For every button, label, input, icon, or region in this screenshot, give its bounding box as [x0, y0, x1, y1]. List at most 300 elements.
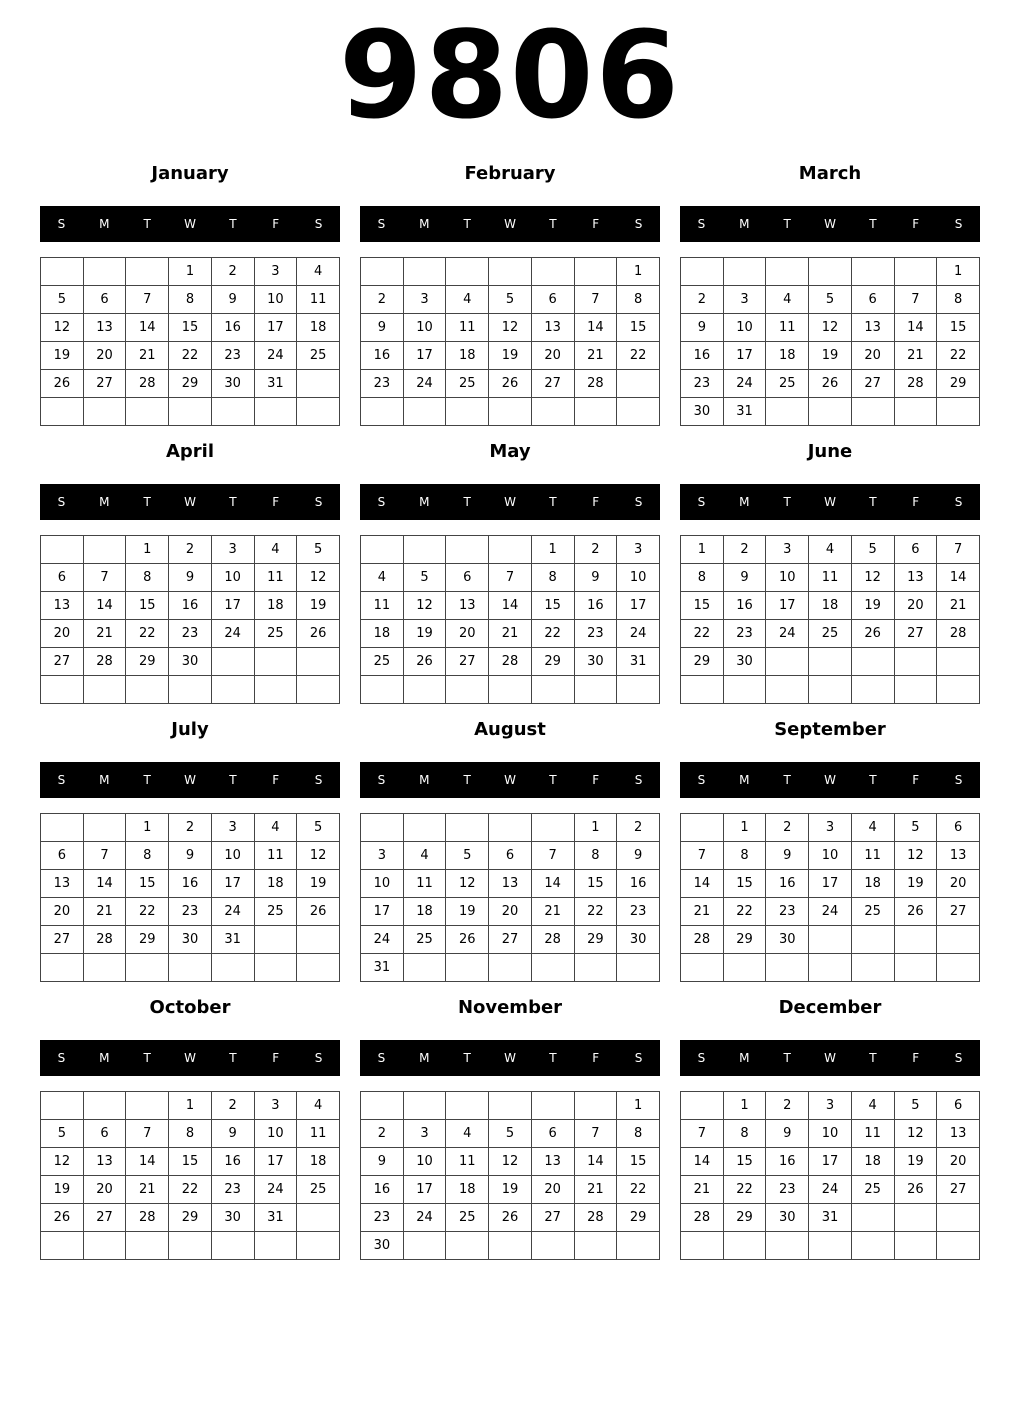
day-cell: 23: [766, 898, 809, 926]
day-cell: 13: [41, 870, 84, 898]
day-cell: 20: [937, 870, 980, 898]
day-cell: 26: [894, 1176, 937, 1204]
day-cell: [446, 676, 489, 704]
day-cell: 23: [361, 1204, 404, 1232]
day-cell: 14: [574, 314, 617, 342]
day-cell: 22: [169, 342, 212, 370]
day-grid: [40, 813, 340, 982]
day-cell: 30: [361, 1232, 404, 1260]
day-cell: 24: [211, 620, 254, 648]
week-row: [361, 536, 660, 564]
day-cell: [446, 398, 489, 426]
week-row: [41, 342, 340, 370]
month-october: [40, 994, 340, 1264]
day-cell: 2: [211, 1092, 254, 1120]
day-cell: 22: [617, 342, 660, 370]
day-cell: [403, 814, 446, 842]
day-cell: 8: [937, 286, 980, 314]
weekday-header: [40, 1040, 340, 1076]
day-cell: 16: [681, 342, 724, 370]
day-cell: 26: [809, 370, 852, 398]
day-cell: [531, 1092, 574, 1120]
week-row: [41, 814, 340, 842]
day-cell: 20: [83, 342, 126, 370]
day-cell: [809, 676, 852, 704]
day-cell: [851, 1232, 894, 1260]
weekday-label: T: [869, 495, 877, 509]
weekday-label: M: [99, 773, 110, 787]
day-cell: 21: [574, 1176, 617, 1204]
day-cell: 6: [83, 286, 126, 314]
week-row: [41, 1120, 340, 1148]
day-cell: 20: [489, 898, 532, 926]
day-cell: 20: [41, 620, 84, 648]
weekday-header: [680, 762, 980, 798]
day-cell: [574, 398, 617, 426]
day-cell: 13: [41, 592, 84, 620]
day-cell: 22: [531, 620, 574, 648]
weekday-label: S: [377, 217, 386, 231]
day-cell: [126, 954, 169, 982]
day-cell: 17: [361, 898, 404, 926]
day-cell: [894, 258, 937, 286]
day-cell: 27: [851, 370, 894, 398]
day-cell: [617, 954, 660, 982]
day-cell: 27: [41, 648, 84, 676]
weekday-label: T: [463, 495, 471, 509]
day-cell: [894, 648, 937, 676]
day-cell: [723, 1232, 766, 1260]
day-cell: [809, 258, 852, 286]
week-row: [361, 1232, 660, 1260]
day-cell: 12: [446, 870, 489, 898]
day-cell: 11: [361, 592, 404, 620]
day-cell: 2: [169, 536, 212, 564]
day-cell: 22: [169, 1176, 212, 1204]
month-november: [360, 994, 660, 1264]
day-cell: [83, 1092, 126, 1120]
week-row: [361, 898, 660, 926]
day-cell: [574, 1092, 617, 1120]
day-cell: 21: [681, 898, 724, 926]
day-cell: 27: [83, 370, 126, 398]
weekday-label: M: [419, 495, 430, 509]
weekday-header: [680, 206, 980, 242]
day-cell: 22: [681, 620, 724, 648]
day-cell: [446, 1092, 489, 1120]
week-row: [681, 342, 980, 370]
day-cell: 23: [574, 620, 617, 648]
day-cell: [681, 258, 724, 286]
day-cell: 28: [574, 370, 617, 398]
weekday-label: T: [783, 495, 791, 509]
day-cell: 21: [83, 620, 126, 648]
day-cell: 9: [723, 564, 766, 592]
day-cell: [851, 398, 894, 426]
day-cell: 13: [531, 314, 574, 342]
day-cell: 27: [41, 926, 84, 954]
day-cell: 6: [41, 842, 84, 870]
day-cell: [681, 954, 724, 982]
day-cell: 15: [617, 314, 660, 342]
day-cell: 9: [361, 1148, 404, 1176]
day-cell: 1: [126, 814, 169, 842]
day-cell: [574, 954, 617, 982]
day-cell: 15: [126, 870, 169, 898]
day-cell: 15: [723, 870, 766, 898]
day-cell: [169, 954, 212, 982]
day-cell: 12: [41, 314, 84, 342]
weekday-label: T: [143, 495, 151, 509]
day-cell: 8: [574, 842, 617, 870]
calendar-year-title: 9806: [339, 7, 681, 146]
day-cell: 5: [446, 842, 489, 870]
month-name: June: [807, 441, 853, 462]
day-cell: 16: [723, 592, 766, 620]
day-cell: 16: [574, 592, 617, 620]
day-cell: [169, 398, 212, 426]
day-cell: 21: [126, 342, 169, 370]
day-cell: [446, 954, 489, 982]
day-cell: 4: [254, 536, 297, 564]
weekday-label: M: [419, 773, 430, 787]
day-cell: 12: [489, 1148, 532, 1176]
day-cell: 29: [126, 648, 169, 676]
day-cell: [574, 676, 617, 704]
day-cell: 19: [894, 870, 937, 898]
day-cell: 11: [851, 842, 894, 870]
day-grid: [680, 535, 980, 704]
weekday-label: F: [912, 1051, 920, 1065]
week-row: [361, 286, 660, 314]
day-cell: 7: [489, 564, 532, 592]
day-cell: 11: [403, 870, 446, 898]
day-cell: [894, 926, 937, 954]
day-cell: [169, 1232, 212, 1260]
day-cell: 5: [489, 1120, 532, 1148]
day-cell: 22: [126, 898, 169, 926]
day-cell: 26: [297, 898, 340, 926]
day-cell: 10: [211, 842, 254, 870]
day-cell: 23: [169, 620, 212, 648]
month-name: August: [474, 719, 546, 740]
day-cell: 9: [169, 564, 212, 592]
day-cell: 24: [403, 370, 446, 398]
day-cell: 8: [617, 1120, 660, 1148]
day-cell: 4: [851, 814, 894, 842]
day-cell: [531, 676, 574, 704]
day-cell: 17: [254, 314, 297, 342]
week-row: [361, 314, 660, 342]
day-cell: 10: [723, 314, 766, 342]
day-cell: 31: [211, 926, 254, 954]
month-february: [360, 160, 660, 430]
day-cell: 21: [894, 342, 937, 370]
day-cell: [681, 1232, 724, 1260]
day-cell: [83, 954, 126, 982]
day-cell: 16: [766, 1148, 809, 1176]
day-cell: [446, 258, 489, 286]
week-row: [361, 1176, 660, 1204]
day-cell: [723, 676, 766, 704]
week-row: [681, 564, 980, 592]
week-row: [681, 814, 980, 842]
day-cell: [403, 1232, 446, 1260]
day-cell: 16: [766, 870, 809, 898]
week-row: [361, 1120, 660, 1148]
week-row: [361, 954, 660, 982]
week-row: [681, 1148, 980, 1176]
day-cell: 29: [617, 1204, 660, 1232]
day-cell: [254, 676, 297, 704]
day-cell: 20: [851, 342, 894, 370]
day-cell: [531, 258, 574, 286]
day-cell: [809, 398, 852, 426]
day-cell: 18: [254, 592, 297, 620]
day-cell: [489, 814, 532, 842]
week-row: [41, 1232, 340, 1260]
day-cell: [617, 370, 660, 398]
day-cell: 8: [169, 1120, 212, 1148]
day-cell: [446, 814, 489, 842]
day-cell: 20: [446, 620, 489, 648]
day-cell: 12: [297, 564, 340, 592]
day-cell: 21: [126, 1176, 169, 1204]
week-row: [41, 258, 340, 286]
week-row: [361, 592, 660, 620]
day-cell: [489, 536, 532, 564]
day-grid: [40, 535, 340, 704]
weekday-label: S: [314, 1051, 323, 1065]
month-december: [680, 994, 980, 1264]
weekday-label: M: [99, 217, 110, 231]
day-cell: [681, 676, 724, 704]
day-cell: 22: [937, 342, 980, 370]
day-cell: 2: [617, 814, 660, 842]
day-cell: 29: [531, 648, 574, 676]
day-cell: 17: [809, 1148, 852, 1176]
day-cell: 28: [574, 1204, 617, 1232]
weekday-label: S: [697, 495, 706, 509]
day-cell: 17: [254, 1148, 297, 1176]
day-cell: 25: [446, 1204, 489, 1232]
week-row: [41, 564, 340, 592]
weekday-label: T: [463, 1051, 471, 1065]
day-cell: 9: [617, 842, 660, 870]
day-cell: 17: [617, 592, 660, 620]
day-cell: [126, 398, 169, 426]
day-cell: [617, 1232, 660, 1260]
day-cell: [403, 954, 446, 982]
day-cell: [851, 258, 894, 286]
day-cell: [446, 1232, 489, 1260]
day-cell: [937, 676, 980, 704]
day-cell: [403, 536, 446, 564]
day-cell: 8: [531, 564, 574, 592]
week-row: [361, 1204, 660, 1232]
day-cell: 27: [937, 898, 980, 926]
day-cell: 13: [83, 1148, 126, 1176]
weekday-label: S: [314, 773, 323, 787]
weekday-label: T: [143, 773, 151, 787]
day-cell: 13: [83, 314, 126, 342]
day-cell: 4: [446, 286, 489, 314]
day-cell: 23: [723, 620, 766, 648]
day-cell: 24: [723, 370, 766, 398]
weekday-label: S: [634, 773, 643, 787]
month-name: January: [151, 163, 229, 184]
day-cell: 6: [937, 1092, 980, 1120]
day-cell: 16: [617, 870, 660, 898]
month-name: December: [778, 997, 882, 1018]
day-cell: [766, 648, 809, 676]
day-cell: [617, 398, 660, 426]
week-row: [41, 398, 340, 426]
day-cell: 11: [809, 564, 852, 592]
day-cell: 11: [851, 1120, 894, 1148]
day-cell: 2: [766, 814, 809, 842]
weekday-header: [40, 484, 340, 520]
weekday-label: T: [869, 773, 877, 787]
day-cell: 7: [574, 1120, 617, 1148]
weekday-label: S: [377, 1051, 386, 1065]
day-cell: 19: [41, 342, 84, 370]
day-cell: 19: [489, 342, 532, 370]
weekday-label: M: [419, 217, 430, 231]
day-cell: [489, 258, 532, 286]
day-cell: 19: [809, 342, 852, 370]
week-row: [361, 342, 660, 370]
day-cell: [723, 258, 766, 286]
day-cell: [297, 1232, 340, 1260]
day-cell: 31: [723, 398, 766, 426]
weekday-header: [40, 762, 340, 798]
week-row: [361, 620, 660, 648]
day-cell: 4: [254, 814, 297, 842]
weekday-label: W: [504, 1051, 516, 1065]
weekday-label: T: [143, 217, 151, 231]
day-cell: 7: [126, 1120, 169, 1148]
week-row: [681, 1092, 980, 1120]
day-cell: [766, 258, 809, 286]
week-row: [361, 926, 660, 954]
day-cell: 27: [446, 648, 489, 676]
week-row: [41, 1092, 340, 1120]
day-cell: 7: [531, 842, 574, 870]
week-row: [41, 592, 340, 620]
day-cell: 20: [83, 1176, 126, 1204]
day-cell: 17: [211, 870, 254, 898]
day-cell: 15: [574, 870, 617, 898]
day-cell: 1: [574, 814, 617, 842]
day-cell: 7: [937, 536, 980, 564]
day-cell: [254, 954, 297, 982]
day-cell: 12: [403, 592, 446, 620]
day-cell: 7: [83, 564, 126, 592]
day-cell: 18: [446, 342, 489, 370]
day-cell: 11: [254, 842, 297, 870]
day-cell: 30: [681, 398, 724, 426]
day-cell: 27: [489, 926, 532, 954]
day-cell: 30: [211, 370, 254, 398]
day-cell: 6: [937, 814, 980, 842]
day-cell: 20: [894, 592, 937, 620]
day-cell: [297, 370, 340, 398]
day-cell: 12: [851, 564, 894, 592]
weekday-label: T: [463, 773, 471, 787]
day-cell: [809, 648, 852, 676]
day-cell: 16: [211, 1148, 254, 1176]
day-cell: 2: [169, 814, 212, 842]
day-cell: [531, 814, 574, 842]
day-cell: 4: [297, 1092, 340, 1120]
day-cell: 28: [83, 648, 126, 676]
day-cell: 25: [297, 1176, 340, 1204]
day-grid: [40, 1091, 340, 1260]
week-row: [681, 1232, 980, 1260]
day-cell: 16: [169, 592, 212, 620]
day-cell: 12: [809, 314, 852, 342]
month-name: July: [171, 719, 209, 740]
day-cell: 10: [254, 286, 297, 314]
day-cell: 12: [894, 842, 937, 870]
day-cell: 20: [41, 898, 84, 926]
day-cell: 9: [211, 1120, 254, 1148]
day-cell: 23: [617, 898, 660, 926]
weekday-label: W: [184, 773, 196, 787]
weekday-header: [360, 206, 660, 242]
weekday-label: F: [592, 495, 600, 509]
day-grid: [360, 813, 660, 982]
weekday-label: F: [272, 1051, 280, 1065]
day-cell: [361, 1092, 404, 1120]
day-cell: 19: [894, 1148, 937, 1176]
month-name: February: [464, 163, 556, 184]
day-cell: 6: [531, 286, 574, 314]
day-cell: 7: [894, 286, 937, 314]
week-row: [681, 398, 980, 426]
day-cell: 26: [489, 370, 532, 398]
day-cell: 19: [446, 898, 489, 926]
weekday-header: [360, 1040, 660, 1076]
weekday-label: S: [697, 773, 706, 787]
day-cell: 16: [361, 342, 404, 370]
day-cell: 29: [723, 1204, 766, 1232]
weekday-label: S: [634, 495, 643, 509]
day-cell: [851, 926, 894, 954]
day-cell: 18: [403, 898, 446, 926]
day-cell: 1: [169, 258, 212, 286]
day-cell: 29: [574, 926, 617, 954]
day-cell: 1: [723, 1092, 766, 1120]
day-cell: 10: [766, 564, 809, 592]
week-row: [681, 1120, 980, 1148]
day-cell: [83, 814, 126, 842]
weekday-label: T: [783, 1051, 791, 1065]
day-cell: 27: [83, 1204, 126, 1232]
weekday-label: S: [377, 773, 386, 787]
day-cell: [446, 536, 489, 564]
day-cell: 2: [681, 286, 724, 314]
day-cell: [403, 676, 446, 704]
day-cell: 11: [297, 286, 340, 314]
weekday-label: W: [504, 773, 516, 787]
day-cell: 14: [574, 1148, 617, 1176]
day-cell: 15: [169, 1148, 212, 1176]
day-cell: 3: [211, 814, 254, 842]
day-cell: [489, 1092, 532, 1120]
day-cell: 18: [361, 620, 404, 648]
